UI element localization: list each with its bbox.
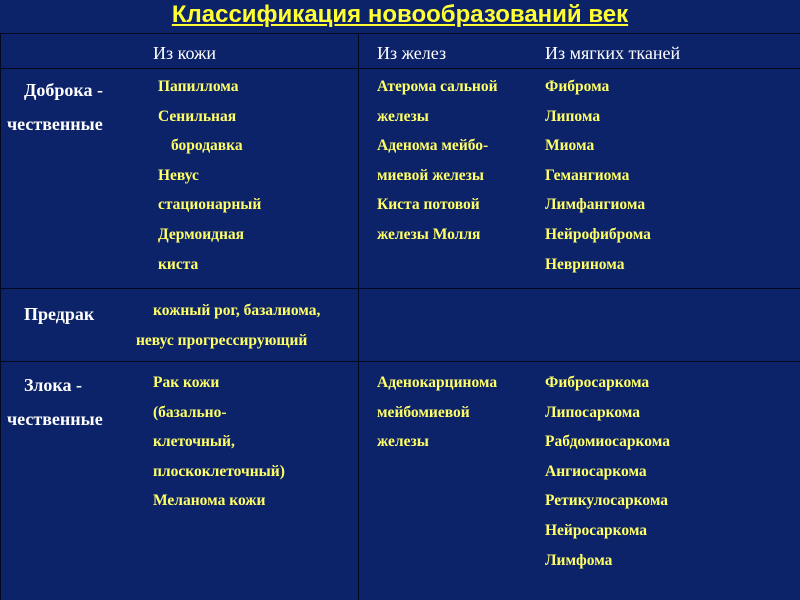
row-label-line: Злока - <box>24 375 82 395</box>
list-item: Фиброма <box>545 78 610 95</box>
column-header-skin: Из кожи <box>153 43 217 63</box>
list-item: Атерома сальной <box>377 78 498 95</box>
precancer-skin-list <box>136 296 320 355</box>
list-item: Миома <box>545 137 595 155</box>
list-item: Лимфома <box>545 551 613 569</box>
table-top-border <box>0 33 800 34</box>
list-item: железы <box>377 433 429 451</box>
row-label-line: чественные <box>7 409 103 429</box>
row-label-line: Доброка - <box>24 80 103 100</box>
benign-skin-list <box>158 72 261 279</box>
list-item: Сенильная <box>158 107 237 125</box>
header-divider <box>0 68 800 69</box>
list-item: железы <box>377 107 429 125</box>
list-item: кожный рог, базалиома, <box>153 302 321 319</box>
list-item: Аденокарцинома <box>377 374 498 391</box>
malignant-glands-list <box>377 368 497 457</box>
row-label-benign <box>7 73 103 141</box>
list-item: Нейрофиброма <box>545 225 651 243</box>
malignant-soft-tissue-list <box>545 368 670 575</box>
list-item: железы Молля <box>377 225 481 243</box>
column-divider <box>358 33 359 600</box>
list-item: Фибросаркома <box>545 374 650 391</box>
column-header-glands: Из желез <box>377 43 447 63</box>
malignant-skin-list <box>153 368 285 516</box>
list-item: Липома <box>545 107 601 125</box>
row-label-precancer: Предрак <box>24 304 95 324</box>
list-item: Меланома кожи <box>153 492 266 510</box>
list-item: Ретикулосаркома <box>545 492 669 510</box>
row-label-line: чественные <box>7 114 103 134</box>
list-item: Нейросаркома <box>545 521 648 539</box>
column-header-soft-tissue: Из мягких тканей <box>545 43 681 63</box>
list-item: невус прогрессирующий <box>136 331 308 349</box>
list-item: Аденома мейбо- <box>377 137 489 155</box>
list-item: мейбомиевой <box>377 403 470 421</box>
list-item: Папиллома <box>158 78 239 95</box>
benign-soft-tissue-list <box>545 72 651 279</box>
benign-glands-list <box>377 72 498 250</box>
list-item: Ангиосаркома <box>545 462 647 480</box>
list-item: Гемангиома <box>545 166 630 184</box>
list-item: (базально- <box>153 403 227 421</box>
precancer-row-divider <box>0 361 800 362</box>
list-item: Рабдомиосаркома <box>545 433 670 451</box>
list-item: миевой железы <box>377 166 485 184</box>
page-title: Классификация новообразований век <box>171 1 629 28</box>
benign-row-divider <box>0 288 800 289</box>
list-item: Рак кожи <box>153 374 220 391</box>
list-item: Невринома <box>545 255 625 273</box>
list-item: бородавка <box>171 137 243 155</box>
list-item: стационарный <box>158 196 262 214</box>
list-item: Невус <box>158 166 199 184</box>
row-label-malignant <box>7 368 103 436</box>
list-item: Липосаркома <box>545 403 640 421</box>
list-item: Лимфангиома <box>545 196 646 214</box>
left-column-divider <box>0 33 1 600</box>
list-item: киста <box>158 255 199 273</box>
list-item: клеточный, <box>153 433 235 451</box>
list-item: плоскоклеточный) <box>153 462 285 480</box>
list-item: Киста потовой <box>377 196 480 214</box>
list-item: Дермоидная <box>158 225 245 243</box>
